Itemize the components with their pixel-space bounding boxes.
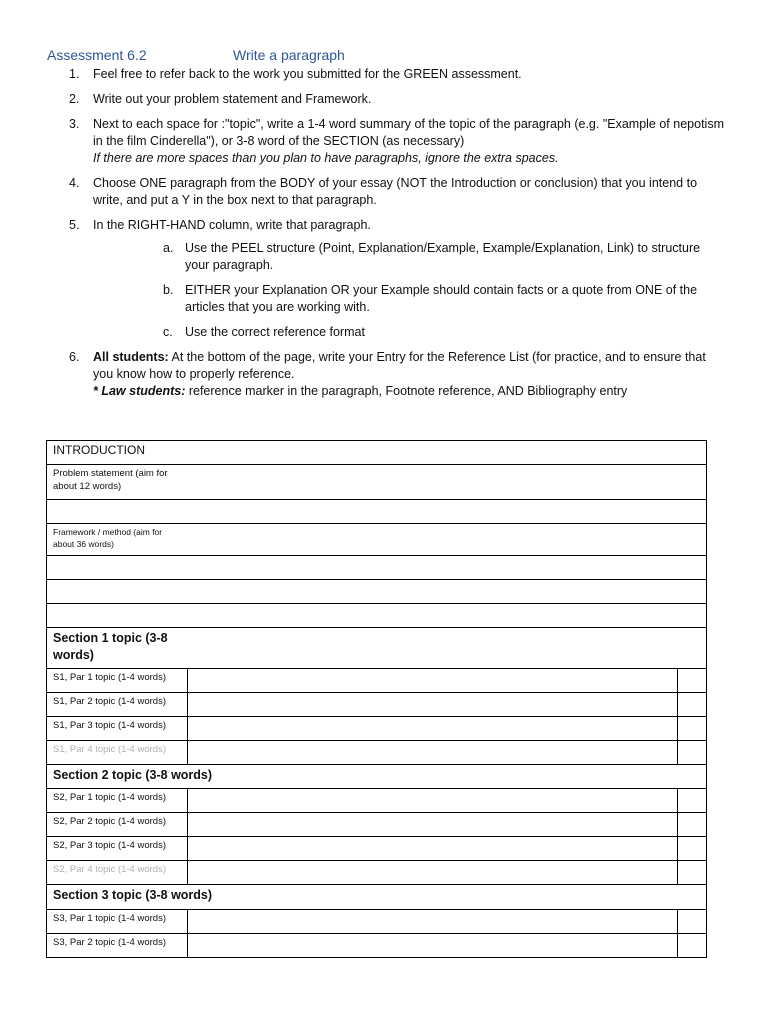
item-text: Choose ONE paragraph from the BODY of your essay (NOT the Introduction or conclusion) that you intend to write, and put a Y in the box next to that paragraph. [93, 176, 698, 207]
y-selection-box[interactable] [678, 837, 707, 861]
item-text: In the RIGHT-HAND column, write that paragraph. [93, 218, 371, 232]
item-text: Next to each space for :"topic", write a 1-4 word summary of the topic of the paragraph (e.g. "Example of nepotism in the film Cinderella"), or 3-8 word of the SECTION (as necessary) [93, 117, 724, 148]
table-row [47, 813, 707, 837]
item-number: 2. [69, 92, 80, 106]
paragraph-topic-input[interactable] [188, 669, 678, 693]
framework-field[interactable] [47, 524, 707, 556]
item-text: Feel free to refer back to the work you submitted for the GREEN assessment. [93, 67, 522, 81]
s1-par1-label: S1, Par 1 topic (1-4 words) [47, 669, 188, 693]
section2-topic-field[interactable] [47, 765, 707, 789]
item-text: Write out your problem statement and Framework. [93, 92, 372, 106]
y-selection-box[interactable] [678, 789, 707, 813]
section3-label: Section 3 topic (3-8 words) [53, 888, 213, 902]
y-selection-box[interactable] [678, 693, 707, 717]
instructions-list [47, 66, 727, 408]
y-selection-box[interactable] [678, 717, 707, 741]
y-selection-box[interactable] [678, 741, 707, 765]
law-text: reference marker in the paragraph, Footnote reference, AND Bibliography entry [185, 384, 628, 398]
y-selection-box[interactable] [678, 861, 707, 885]
introduction-header: INTRODUCTION [47, 441, 707, 465]
s2-par1-label: S2, Par 1 topic (1-4 words) [47, 789, 188, 813]
y-selection-box[interactable] [678, 669, 707, 693]
law-lead: * Law students: [93, 384, 186, 398]
item-number: 4. [69, 176, 80, 190]
table-row [47, 556, 707, 580]
framework-label: Framework / method (aim for about 36 words) [53, 527, 163, 549]
table-row [47, 837, 707, 861]
y-selection-box[interactable] [678, 813, 707, 837]
paragraph-topic-input[interactable] [188, 837, 678, 861]
table-row [47, 861, 707, 885]
item-number: 5. [69, 218, 80, 232]
framework-answer-field[interactable] [47, 604, 707, 628]
item-text: At the bottom of the page, write your Entry for the Reference List (for practice, and to ensure that you know how to properly reference. [93, 350, 706, 381]
sub-item-letter: a. [163, 241, 174, 255]
sub-item-text: Use the PEEL structure (Point, Explanation/Example, Example/Explanation, Link) to structure your paragraph. [185, 241, 701, 272]
table-row [47, 717, 707, 741]
paragraph-topic-input[interactable] [188, 934, 678, 958]
table-row [47, 934, 707, 958]
s3-par2-label: S3, Par 2 topic (1-4 words) [47, 934, 188, 958]
item-bold-lead: All students: [93, 350, 169, 364]
s2-par4-label: S2, Par 4 topic (1-4 words) [47, 861, 188, 885]
sub-item-letter: b. [163, 283, 174, 297]
sub-item-text: EITHER your Explanation OR your Example should contain facts or a quote from ONE of the articles that you are working with. [185, 283, 698, 314]
table-row [47, 765, 707, 789]
table-row [47, 441, 707, 465]
paragraph-topic-input[interactable] [188, 861, 678, 885]
table-row [47, 500, 707, 524]
table-row [47, 669, 707, 693]
instruction-item [47, 349, 727, 400]
paragraph-topic-input[interactable] [188, 789, 678, 813]
sub-item [139, 240, 727, 274]
instruction-item [47, 91, 727, 108]
instruction-item [47, 175, 727, 209]
table-row [47, 741, 707, 765]
problem-statement-field[interactable] [47, 465, 707, 500]
problem-statement-label: Problem statement (aim for about 12 words) [53, 468, 168, 492]
instruction-item [47, 66, 727, 83]
y-selection-box[interactable] [678, 910, 707, 934]
framework-answer-field[interactable] [47, 580, 707, 604]
section1-topic-field[interactable] [47, 628, 707, 669]
sub-item [139, 282, 727, 316]
table-row [47, 789, 707, 813]
section1-label: Section 1 topic (3-8 words) [53, 631, 168, 662]
item-note: If there are more spaces than you plan to have paragraphs, ignore the extra spaces. [93, 151, 559, 165]
section2-label: Section 2 topic (3-8 words) [53, 768, 213, 782]
item-number: 6. [69, 350, 80, 364]
framework-answer-field[interactable] [47, 556, 707, 580]
table-row [47, 885, 707, 910]
s2-par2-label: S2, Par 2 topic (1-4 words) [47, 813, 188, 837]
paragraph-topic-input[interactable] [188, 741, 678, 765]
table-row [47, 693, 707, 717]
task-title: Write a paragraph [233, 47, 345, 63]
table-row [47, 524, 707, 556]
paragraph-planning-table [46, 440, 707, 958]
problem-statement-answer-field[interactable] [47, 500, 707, 524]
sub-item-text: Use the correct reference format [185, 325, 365, 339]
instruction-item [47, 217, 727, 341]
table-row [47, 910, 707, 934]
section3-topic-field[interactable] [47, 885, 707, 910]
s2-par3-label: S2, Par 3 topic (1-4 words) [47, 837, 188, 861]
y-selection-box[interactable] [678, 934, 707, 958]
s1-par2-label: S1, Par 2 topic (1-4 words) [47, 693, 188, 717]
paragraph-topic-input[interactable] [188, 813, 678, 837]
table-row [47, 465, 707, 500]
s1-par4-label: S1, Par 4 topic (1-4 words) [47, 741, 188, 765]
sub-item-letter: c. [163, 325, 173, 339]
paragraph-topic-input[interactable] [188, 910, 678, 934]
table-row [47, 628, 707, 669]
sub-item [139, 324, 727, 341]
item-number: 3. [69, 117, 80, 131]
instruction-item [47, 116, 727, 167]
paragraph-topic-input[interactable] [188, 693, 678, 717]
table-row [47, 604, 707, 628]
s3-par1-label: S3, Par 1 topic (1-4 words) [47, 910, 188, 934]
item-number: 1. [69, 67, 80, 81]
assessment-title: Assessment 6.2 [47, 47, 147, 63]
s1-par3-label: S1, Par 3 topic (1-4 words) [47, 717, 188, 741]
paragraph-topic-input[interactable] [188, 717, 678, 741]
table-row [47, 580, 707, 604]
